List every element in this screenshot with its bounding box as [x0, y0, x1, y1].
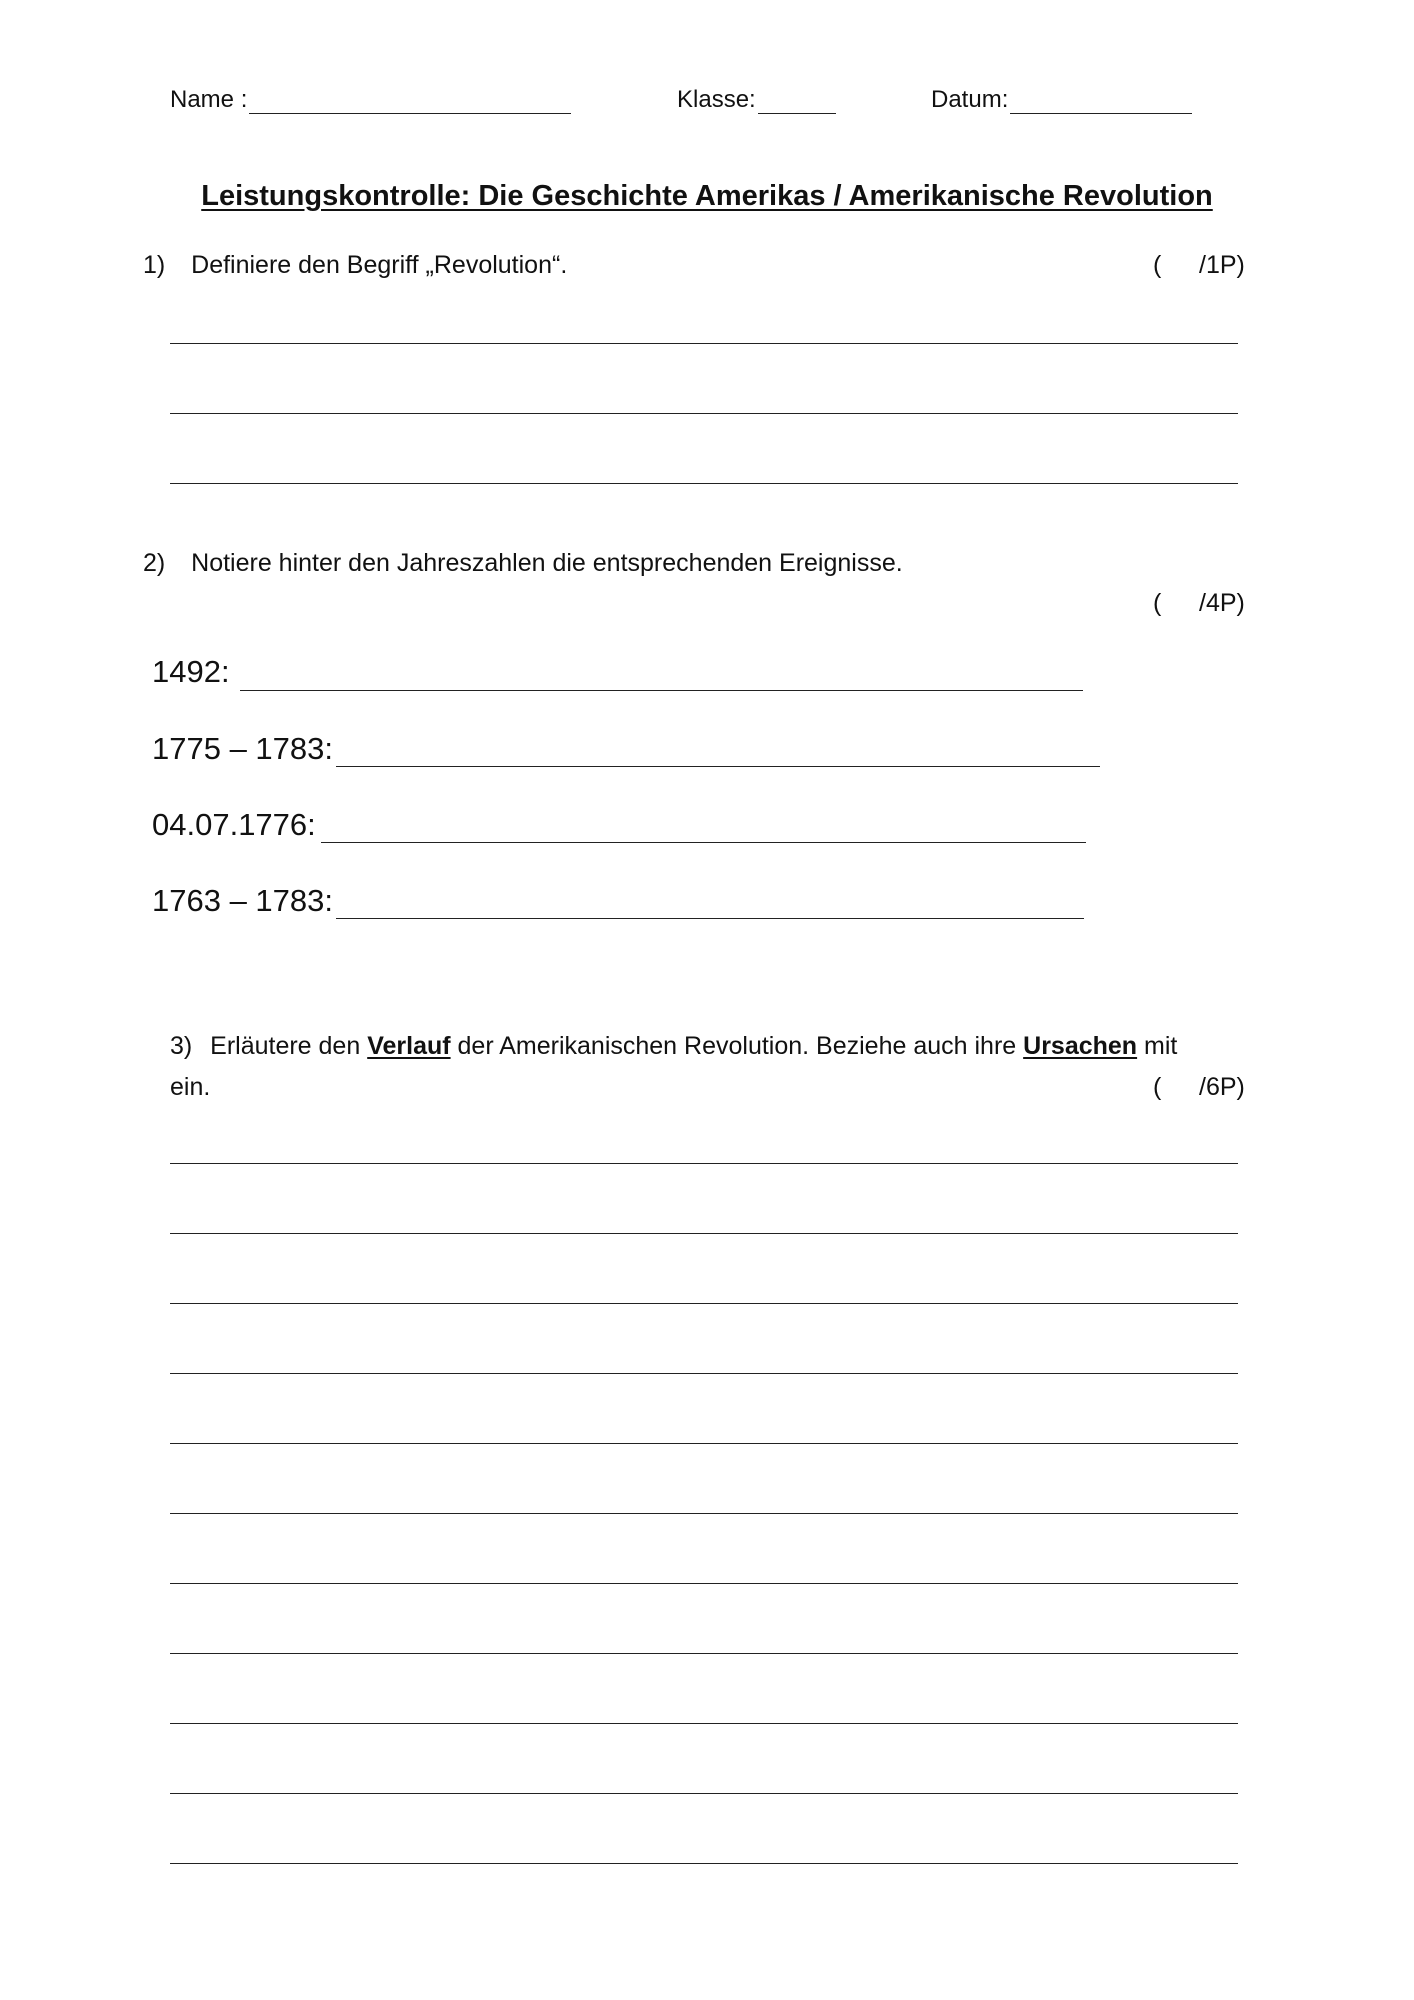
name-blank[interactable] — [249, 89, 571, 114]
answer-line[interactable] — [170, 1443, 1238, 1444]
date-item-label: 04.07.1776: — [152, 807, 316, 842]
class-label: Klasse: — [677, 86, 756, 113]
question-3-number: 3) — [170, 1032, 193, 1060]
answer-line[interactable] — [170, 1723, 1238, 1724]
question-3-text-continued: ein. — [170, 1073, 211, 1101]
page-title: Leistungskontrolle: Die Geschichte Amerikas / Amerikanische Revolution — [201, 180, 1213, 212]
question-3-text: mit — [1144, 1032, 1178, 1060]
date-item-label: 1763 – 1783: — [152, 883, 334, 918]
question-3-text: der Amerikanischen Revolution. Beziehe auch ihre — [457, 1032, 1017, 1060]
answer-line[interactable] — [170, 483, 1238, 484]
answer-line[interactable] — [170, 1653, 1238, 1654]
answer-line[interactable] — [321, 842, 1086, 843]
question-1 — [143, 251, 567, 280]
keyword-verlauf: Verlauf — [367, 1032, 451, 1060]
answer-line[interactable] — [170, 1583, 1238, 1584]
date-label: Datum: — [931, 86, 1009, 113]
date-field[interactable] — [931, 86, 1192, 114]
answer-line[interactable] — [170, 1863, 1238, 1864]
answer-line[interactable] — [336, 766, 1100, 767]
answer-line[interactable] — [240, 690, 1083, 691]
name-label: Name : — [170, 86, 248, 113]
question-1-text: Definiere den Begriff „Revolution“. — [191, 251, 568, 279]
answer-line[interactable] — [336, 918, 1084, 919]
date-blank[interactable] — [1010, 89, 1192, 114]
answer-line[interactable] — [170, 413, 1238, 414]
answer-line[interactable] — [170, 1793, 1238, 1794]
class-blank[interactable] — [758, 89, 836, 114]
answer-line[interactable] — [170, 1373, 1238, 1374]
answer-line[interactable] — [170, 1513, 1238, 1514]
question-1-number: 1) — [143, 251, 166, 279]
question-2 — [143, 549, 903, 578]
answer-line[interactable] — [170, 1303, 1238, 1304]
class-field[interactable] — [677, 86, 836, 114]
question-2-number: 2) — [143, 549, 166, 577]
answer-line[interactable] — [170, 1233, 1238, 1234]
answer-line[interactable] — [170, 1163, 1238, 1164]
name-field[interactable] — [170, 86, 571, 114]
question-1-points: ( /1P) — [1153, 251, 1245, 279]
answer-line[interactable] — [170, 343, 1238, 344]
question-2-points: ( /4P) — [1153, 589, 1245, 617]
question-2-text: Notiere hinter den Jahreszahlen die entsprechenden Ereignisse. — [191, 549, 903, 577]
date-item-label: 1492: — [152, 654, 230, 689]
question-3-text: Erläutere den — [210, 1032, 361, 1060]
date-item-label: 1775 – 1783: — [152, 731, 334, 766]
question-3-points: ( /6P) — [1153, 1073, 1245, 1101]
keyword-ursachen: Ursachen — [1023, 1032, 1138, 1060]
question-3 — [170, 1032, 1177, 1061]
